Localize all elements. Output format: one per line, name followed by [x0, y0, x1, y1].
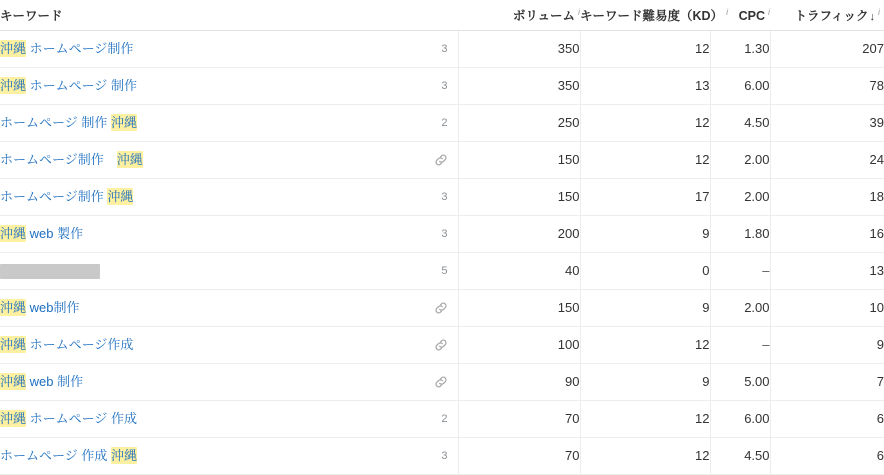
traffic-cell: 9	[876, 337, 884, 352]
cpc-cell: 1.80	[710, 215, 770, 252]
link-icon[interactable]	[434, 301, 448, 315]
keyword-link[interactable]: ホームページ制作 沖縄	[0, 188, 134, 204]
kd-cell: 9	[580, 363, 710, 400]
traffic-cell: 78	[869, 78, 884, 93]
table-row[interactable]	[0, 67, 884, 104]
keyword-cell	[0, 178, 458, 215]
keyword-cell	[0, 289, 458, 326]
volume-cell: 350	[458, 67, 580, 104]
kd-cell: 12	[580, 104, 710, 141]
keyword-cell	[0, 326, 458, 363]
column-header-cpc-label: CPC	[738, 8, 765, 23]
cpc-cell: 5.00	[710, 363, 770, 400]
table-row[interactable]	[0, 326, 884, 363]
column-header-keyword[interactable]	[0, 0, 458, 30]
volume-cell: 40	[458, 252, 580, 289]
volume-cell: 350	[458, 30, 580, 67]
kd-cell: 9	[580, 289, 710, 326]
keyword-link[interactable]: 沖縄 web 製作	[0, 225, 84, 241]
traffic-cell: 18	[869, 189, 884, 204]
kd-cell: 13	[580, 67, 710, 104]
kd-cell: 0	[580, 252, 710, 289]
column-header-volume-label: ボリューム	[512, 8, 575, 23]
volume-cell: 70	[458, 437, 580, 474]
cpc-cell: 2.00	[710, 178, 770, 215]
traffic-cell: 6	[876, 448, 884, 463]
cpc-cell: 1.30	[710, 30, 770, 67]
keyword-cell	[0, 30, 458, 67]
kd-cell: 12	[580, 326, 710, 363]
table-row[interactable]	[0, 104, 884, 141]
kd-cell: 9	[580, 215, 710, 252]
redacted-keyword	[0, 264, 100, 279]
cpc-cell: 4.50	[710, 104, 770, 141]
serp-count-badge[interactable]: 3	[441, 79, 448, 92]
cpc-cell: 6.00	[710, 400, 770, 437]
keyword-cell	[0, 363, 458, 400]
cpc-cell: 6.00	[710, 67, 770, 104]
volume-cell: 150	[458, 178, 580, 215]
keyword-link[interactable]: 沖縄 ホームページ作成	[0, 336, 134, 352]
cpc-cell: –	[710, 252, 770, 289]
column-header-keyword-label: キーワード	[0, 8, 63, 23]
kd-cell: 12	[580, 437, 710, 474]
column-header-kd[interactable]	[580, 0, 729, 30]
keyword-link[interactable]	[0, 262, 100, 280]
keyword-link[interactable]: ホームページ制作 沖縄	[0, 151, 143, 167]
cpc-cell: 4.50	[710, 437, 770, 474]
table-row[interactable]	[0, 252, 884, 289]
traffic-cell: 24	[869, 152, 884, 167]
info-icon[interactable]: i	[878, 6, 880, 17]
table-body	[0, 30, 884, 474]
volume-cell: 200	[458, 215, 580, 252]
table-row[interactable]	[0, 141, 884, 178]
table-row[interactable]	[0, 400, 884, 437]
volume-cell: 90	[458, 363, 580, 400]
kd-cell: 12	[580, 141, 710, 178]
serp-count-badge[interactable]: 3	[441, 449, 448, 462]
traffic-cell: 16	[869, 226, 884, 241]
sort-descending-icon[interactable]: ↓	[869, 10, 875, 23]
volume-cell: 150	[458, 289, 580, 326]
column-header-kd-label: キーワード難易度（KD）	[580, 8, 724, 23]
keyword-link[interactable]: 沖縄 web 制作	[0, 373, 84, 389]
table-row[interactable]	[0, 289, 884, 326]
keyword-link[interactable]: ホームページ 作成 沖縄	[0, 447, 137, 463]
keyword-link[interactable]: 沖縄 ホームページ 制作	[0, 77, 137, 93]
volume-cell: 100	[458, 326, 580, 363]
info-icon[interactable]: i	[768, 6, 770, 17]
table-row[interactable]	[0, 363, 884, 400]
serp-count-badge[interactable]: 2	[441, 412, 448, 425]
info-icon[interactable]: i	[578, 6, 580, 17]
link-icon[interactable]	[434, 375, 448, 389]
column-header-traffic-label: トラフィック	[794, 8, 869, 23]
cpc-cell: 2.00	[710, 289, 770, 326]
keyword-cell	[0, 67, 458, 104]
traffic-cell: 13	[869, 263, 884, 278]
serp-count-badge[interactable]: 3	[441, 190, 448, 203]
serp-count-badge[interactable]: 5	[441, 264, 448, 277]
traffic-cell: 207	[862, 41, 884, 56]
serp-count-badge[interactable]: 3	[441, 227, 448, 240]
keyword-cell	[0, 215, 458, 252]
table-row[interactable]	[0, 30, 884, 67]
column-header-traffic[interactable]	[770, 0, 884, 30]
keyword-link[interactable]: 沖縄 web制作	[0, 299, 80, 315]
serp-count-badge[interactable]: 3	[441, 42, 448, 55]
keyword-link[interactable]: 沖縄 ホームページ制作	[0, 40, 134, 56]
kd-cell: 17	[580, 178, 710, 215]
column-header-volume[interactable]	[458, 0, 580, 30]
table-row[interactable]	[0, 437, 884, 474]
keyword-link[interactable]: 沖縄 ホームページ 作成	[0, 410, 137, 426]
traffic-cell: 10	[869, 300, 884, 315]
keyword-cell	[0, 104, 458, 141]
keyword-cell	[0, 141, 458, 178]
table-header	[0, 0, 884, 30]
volume-cell: 150	[458, 141, 580, 178]
table-row[interactable]	[0, 215, 884, 252]
keyword-cell	[0, 400, 458, 437]
table-header-row	[0, 0, 884, 30]
cpc-cell: 2.00	[710, 141, 770, 178]
kd-cell: 12	[580, 30, 710, 67]
keyword-link[interactable]: ホームページ 制作 沖縄	[0, 114, 137, 130]
volume-cell: 70	[458, 400, 580, 437]
keyword-cell	[0, 252, 458, 289]
table-row[interactable]	[0, 178, 884, 215]
keyword-cell	[0, 437, 458, 474]
info-icon[interactable]: i	[726, 6, 729, 17]
traffic-cell: 39	[869, 115, 884, 130]
link-icon[interactable]	[434, 338, 448, 352]
serp-count-badge[interactable]: 2	[441, 116, 448, 129]
link-icon[interactable]	[434, 153, 448, 167]
traffic-cell: 6	[876, 411, 884, 426]
kd-cell: 12	[580, 400, 710, 437]
traffic-cell: 7	[876, 374, 884, 389]
volume-cell: 250	[458, 104, 580, 141]
cpc-cell: –	[710, 326, 770, 363]
